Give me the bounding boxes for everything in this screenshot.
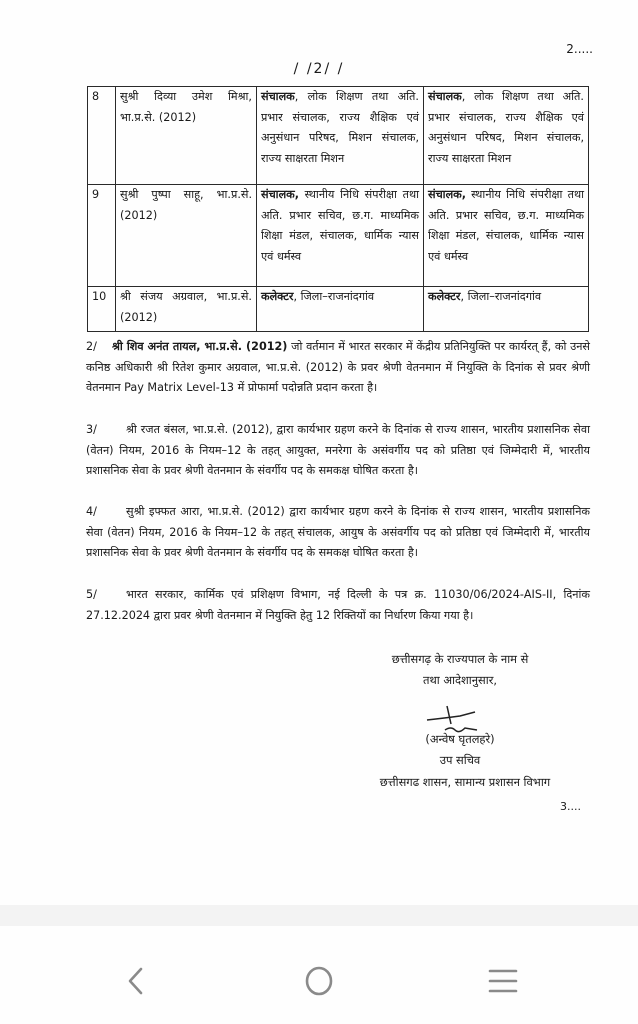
name-cell: सुश्री दिव्या उमेश मिश्रा, भा.प्र.से. (2012) (116, 87, 257, 185)
post-title: संचालक, (428, 188, 466, 201)
post-cell (424, 287, 589, 332)
officers-table (87, 86, 589, 332)
paragraph-text: भारत सरकार, कार्मिक एवं प्रशिक्षण विभाग, नई दिल्ली के पत्र क्र. 11030/06/2024-AIS-II, दिनांक 27.12.2024 द्वारा प्रवर श्रेणी वेतनमान में नियुक्ति हेतु 12 रिक्तियों का निर्धारण किया गया है। (86, 588, 590, 622)
post-detail: , लोक शिक्षण तथा अति. प्रभार संचालक, राज्य शैक्षिक एवं अनुसंधान परिषद, मिशन संचालक, राज्य साक्षरता मिशन (261, 90, 419, 165)
post-detail: स्थानीय निधि संपरीक्षा तथा अति. प्रभार सचिव, छ.ग. माध्यमिक शिक्षा मंडल, संचालक, धार्मिक न्यास एवं धर्मस्व (261, 188, 419, 263)
page-continue-bottom: 3.... (560, 800, 581, 813)
post-cell (424, 87, 589, 185)
post-title: संचालक, (261, 188, 299, 201)
paragraph-number: 4/ (86, 505, 97, 518)
post-title: कलेक्टर (261, 290, 294, 303)
officer-name: श्री शिव अनंत तायल, भा.प्र.से. (2012) (112, 340, 288, 353)
paragraph-5 (86, 585, 590, 626)
paragraph-4 (86, 502, 590, 564)
post-detail: , लोक शिक्षण तथा अति. प्रभार संचालक, राज्य शैक्षिक एवं अनुसंधान परिषद, मिशन संचालक, राज्य साक्षरता मिशन (428, 90, 584, 165)
circle-home-icon (304, 964, 334, 998)
signatory-department: छत्तीसगढ शासन, सामान्य प्रशासन विभाग (379, 775, 551, 789)
back-button[interactable] (116, 964, 156, 998)
post-detail: , जिला–राजनांदगांव (293, 290, 375, 303)
serial-cell: 8 (88, 87, 116, 185)
viewer-bottom-strip (0, 905, 638, 926)
paragraph-text: श्री रजत बंसल, भा.प्र.से. (2012), द्वारा कार्यभार ग्रहण करने के दिनांक से राज्य शासन, भारतीय प्रशासनिक सेवा (वेतन) नियम, 2016 के नियम–12 के तहत् आयुक्त, मनरेगा के असंवर्गीय पद को प्रतिष्ठा एवं जिम्मेदारी में, भारतीय प्रशासनिक सेवा के प्रवर श्रेणी वेतनमान के संवर्गीय पद के समकक्ष घोषित करता है। (86, 423, 590, 477)
table-row (88, 287, 589, 332)
home-button[interactable] (299, 964, 339, 998)
signatory-name: (अन्वेष घृतलहरे) (425, 732, 495, 746)
paragraph-3 (86, 420, 590, 482)
post-title: कलेक्टर (428, 290, 461, 303)
table-row (88, 87, 589, 185)
post-cell (257, 185, 424, 287)
chevron-left-icon (126, 966, 146, 996)
serial-cell: 9 (88, 185, 116, 287)
table-row (88, 185, 589, 287)
post-cell (257, 87, 424, 185)
serial-cell: 10 (88, 287, 116, 332)
post-cell (257, 287, 424, 332)
page-continue-top: 2..... (566, 42, 593, 56)
signature-line-1: छत्तीसगढ़ के राज्यपाल के नाम से (391, 652, 529, 666)
post-title: संचालक (428, 90, 462, 103)
name-cell: श्री संजय अग्रवाल, भा.प्र.से. (2012) (116, 287, 257, 332)
hamburger-menu-icon (488, 966, 518, 996)
signature-line-2: तथा आदेशानुसार, (423, 673, 497, 687)
recent-apps-button[interactable] (483, 964, 523, 998)
post-detail: स्थानीय निधि संपरीक्षा तथा अति. प्रभार सचिव, छ.ग. माध्यमिक शिक्षा मंडल, संचालक, धार्मिक न्यास एवं धर्मस्व (428, 188, 584, 263)
page-marker: / /2/ / (293, 61, 345, 77)
paragraph-2 (86, 337, 590, 399)
system-navigation-bar (0, 926, 638, 1024)
post-title: संचालक (261, 90, 295, 103)
post-cell (424, 185, 589, 287)
post-detail: , जिला–राजनांदगांव (460, 290, 542, 303)
signatory-designation: उप सचिव (439, 753, 481, 767)
paragraph-text: सुश्री इफ्फत आरा, भा.प्र.से. (2012) द्वारा कार्यभार ग्रहण करने के दिनांक से राज्य शासन, भारतीय प्रशासनिक सेवा (वेतन) नियम, 2016 के नियम–12 के तहत् संचालक, आयुष के असंवर्गीय पद को प्रतिष्ठा एवं जिम्मेदारी में, भारतीय प्रशासनिक सेवा के प्रवर श्रेणी वेतनमान के संवर्गीय पद के समकक्ष घोषित करता है। (86, 505, 590, 559)
paragraph-number: 5/ (86, 588, 97, 601)
name-cell: सुश्री पुष्पा साहू, भा.प्र.से. (2012) (116, 185, 257, 287)
paragraph-text: जो वर्तमान में भारत सरकार में केंद्रीय प्रतिनियुक्ति पर कार्यरत् हैं, को उनसे कनिष्ठ अधिकारी श्री रितेश कुमार अग्रवाल, भा.प्र.से. (2012) के प्रवर श्रेणी वेतनमान में नियुक्ति के दिनांक से प्रवर श्रेणी वेतनमान Pay Matrix Level-13 में प्रोफार्मा पदोन्नति प्रदान करता है। (86, 340, 590, 394)
paragraph-number: 3/ (86, 423, 97, 436)
paragraph-number: 2/ (86, 340, 97, 353)
